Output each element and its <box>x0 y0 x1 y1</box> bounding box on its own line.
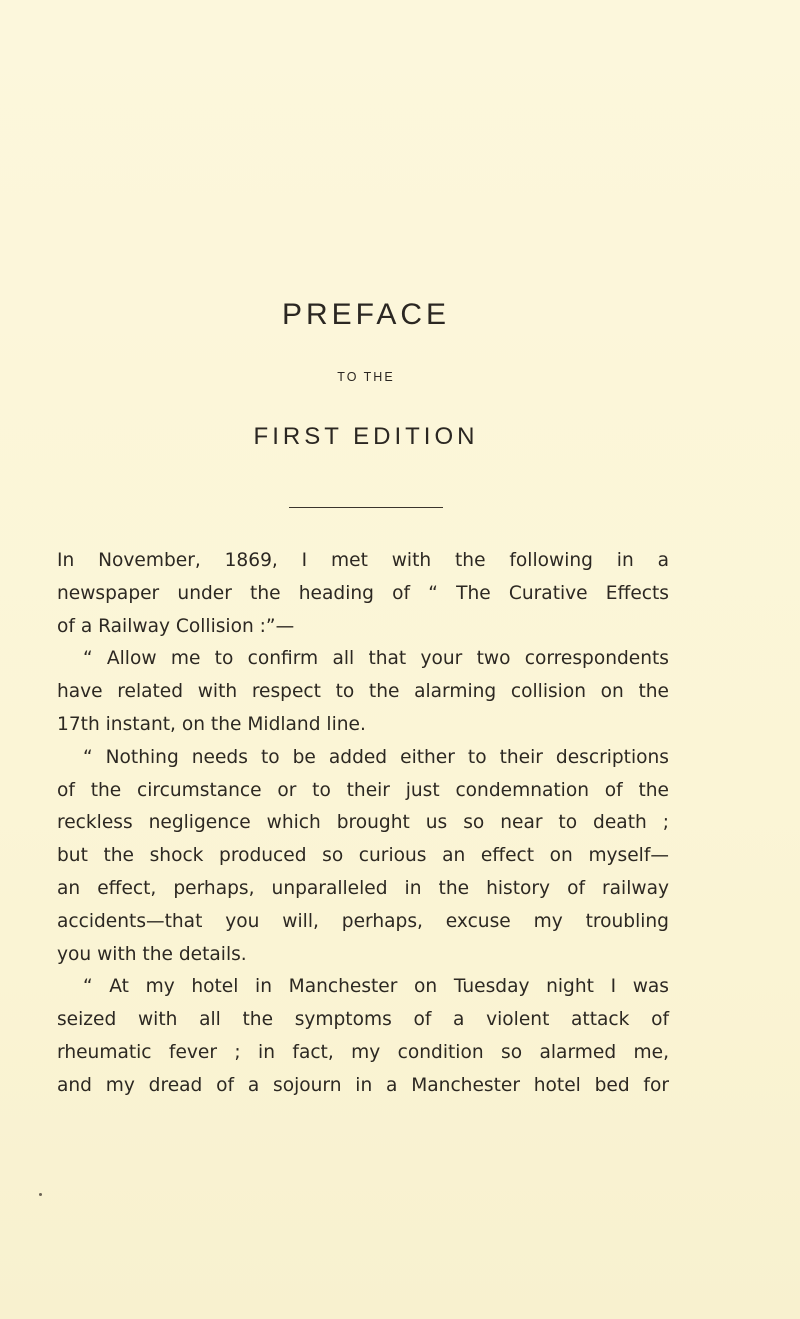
text-line: of a Railway Collision :”— <box>57 615 295 637</box>
text-line: “ Nothing needs to be added either to their descriptions <box>83 746 669 768</box>
text-line: “ Allow me to confirm all that your two correspondents <box>83 648 669 670</box>
text-line: reckless negligence which brought us so near to death ; <box>57 812 669 834</box>
section-divider <box>289 507 443 508</box>
margin-mark <box>39 1193 42 1196</box>
preface-subtitle: TO THE <box>337 370 395 384</box>
edition-heading: FIRST EDITION <box>253 423 479 450</box>
text-line: 17th instant, on the Midland line. <box>57 713 366 735</box>
text-line: and my dread of a sojourn in a Manchester hotel bed for <box>57 1074 669 1096</box>
text-line: have related with respect to the alarming collision on the <box>57 681 669 703</box>
text-line: rheumatic fever ; in fact, my condition so alarmed me, <box>57 1041 669 1063</box>
text-line: “ At my hotel in Manchester on Tuesday night I was <box>83 976 669 998</box>
text-line: seized with all the symptoms of a violent attack of <box>57 1009 669 1031</box>
text-line: In November, 1869, I met with the following in a <box>57 550 669 571</box>
text-line: of the circumstance or to their just condemnation of the <box>57 779 669 801</box>
text-line: but the shock produced so curious an effect on myself— <box>57 845 669 867</box>
preface-body <box>57 545 669 1103</box>
text-line: newspaper under the heading of “ The Curative Effects <box>57 582 669 604</box>
preface-title: PREFACE <box>281 298 451 331</box>
text-line: you with the details. <box>57 943 247 965</box>
text-line: an effect, perhaps, unparalleled in the history of railway <box>57 877 669 899</box>
text-line: accidents—that you will, perhaps, excuse my troubling <box>57 910 669 932</box>
